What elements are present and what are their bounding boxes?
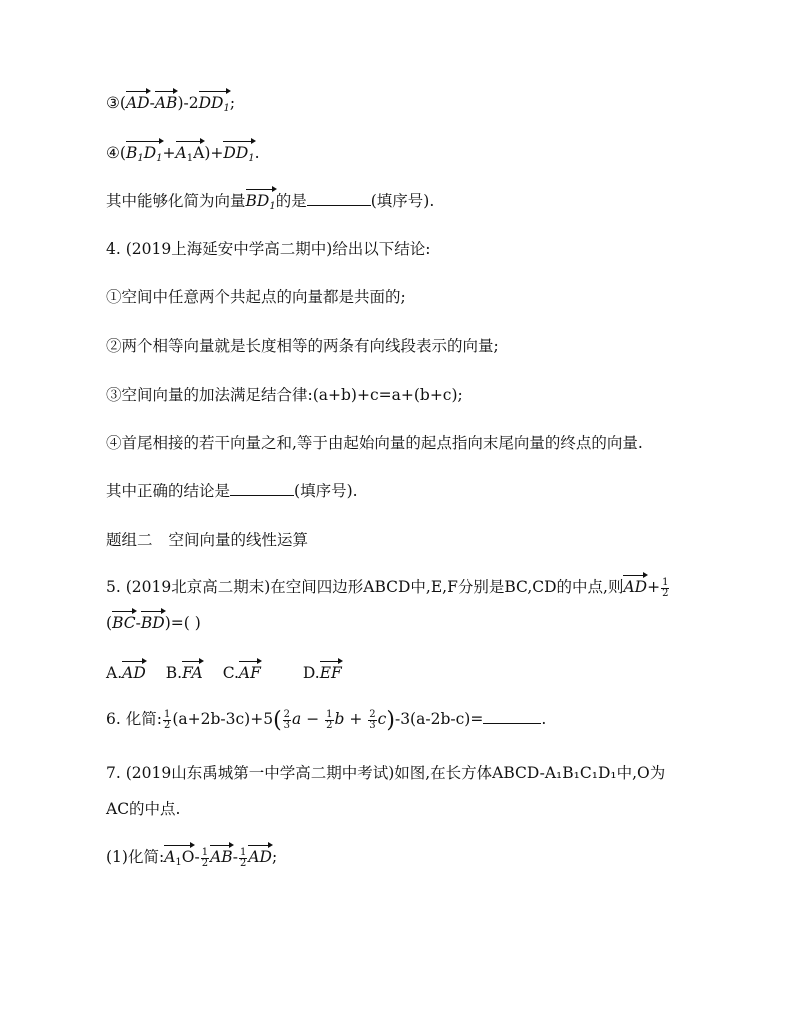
option-b[interactable]: B.FA bbox=[165, 664, 203, 682]
q4-conclusion: 其中正确的结论是 (填序号). bbox=[106, 482, 358, 500]
q3-conclusion: 其中能够化简为向量$BD_1$的是 (填序号). bbox=[106, 192, 435, 212]
q5-line-1: 5. (2019北京高二期末)在空间四边形ABCD中,E,F分别是BC,CD的中点,则AD+ $\frac{1}{2}$ bbox=[106, 576, 669, 599]
fraction: $\frac{1}{2}$ bbox=[662, 576, 669, 599]
vector-ad: AD bbox=[248, 848, 272, 866]
q5-options bbox=[106, 662, 342, 684]
option-c[interactable]: C.AF bbox=[222, 664, 261, 682]
vector-ab: AB bbox=[210, 848, 233, 866]
vector-ab: AB bbox=[154, 94, 178, 112]
vector-a1a: $A_1A$ bbox=[175, 144, 205, 164]
vector-bd1: $BD_1$ bbox=[245, 192, 276, 212]
q6-line: 6. 化简: $\frac{1}{2}$ (a+2b-3c)+5( $\frac{2}{3}$ a − $\frac{1}{2}$ b + $\frac{2}{3}$ c)-3(a-2b-c)= . bbox=[106, 708, 547, 733]
option-a[interactable]: A.AD bbox=[106, 664, 146, 682]
vector-ad: AD bbox=[623, 578, 648, 596]
q7-line-1: 7. (2019山东禹城第一中学高二期中考试)如图,在长方体ABCD-A₁B₁C₁D₁中,O为 bbox=[106, 764, 666, 782]
vector-bc: BC bbox=[112, 614, 136, 632]
q4-item-1: ①空间中任意两个共起点的向量都是共面的; bbox=[106, 288, 406, 306]
answer-blank[interactable] bbox=[230, 481, 294, 496]
answer-blank[interactable] bbox=[307, 191, 371, 206]
vector-ad: AD bbox=[125, 94, 150, 112]
q3-item-4: $④(B_1D_1+A_1A)+DD_1$. bbox=[106, 144, 260, 164]
q4-title: 4. (2019上海延安中学高二期中)给出以下结论: bbox=[106, 240, 431, 258]
q5-line-2: (BC-BD)=( ) bbox=[106, 614, 201, 632]
q7-line-2: AC的中点. bbox=[106, 800, 181, 818]
q4-item-2: ②两个相等向量就是长度相等的两条有向线段表示的向量; bbox=[106, 337, 499, 355]
vector-a1o: $A_1O$ bbox=[164, 848, 195, 868]
vector-dd1: $DD_1$ bbox=[198, 94, 230, 114]
vector-dd1: $DD_1$ bbox=[223, 144, 255, 164]
vector-b1d1: $B_1D_1$ bbox=[125, 144, 163, 164]
q4-item-3: ③空间向量的加法满足结合律:(a+b)+c=a+(b+c); bbox=[106, 386, 463, 404]
q7-sub-1: (1)化简$:A_1O-$ $\frac{1}{2}$ AB- $\frac{1}{2}$ AD; bbox=[106, 846, 278, 869]
section-heading: 题组二 空间向量的线性运算 bbox=[106, 531, 309, 549]
answer-blank[interactable] bbox=[483, 709, 541, 724]
q3-item-3: $③(AD-AB)-2DD_1$; bbox=[106, 94, 236, 114]
vector-bd: BD bbox=[140, 614, 165, 632]
q4-item-4: ④首尾相接的若干向量之和,等于由起始向量的起点指向末尾向量的终点的向量. bbox=[106, 434, 643, 452]
option-d[interactable]: D.EF bbox=[302, 664, 342, 682]
